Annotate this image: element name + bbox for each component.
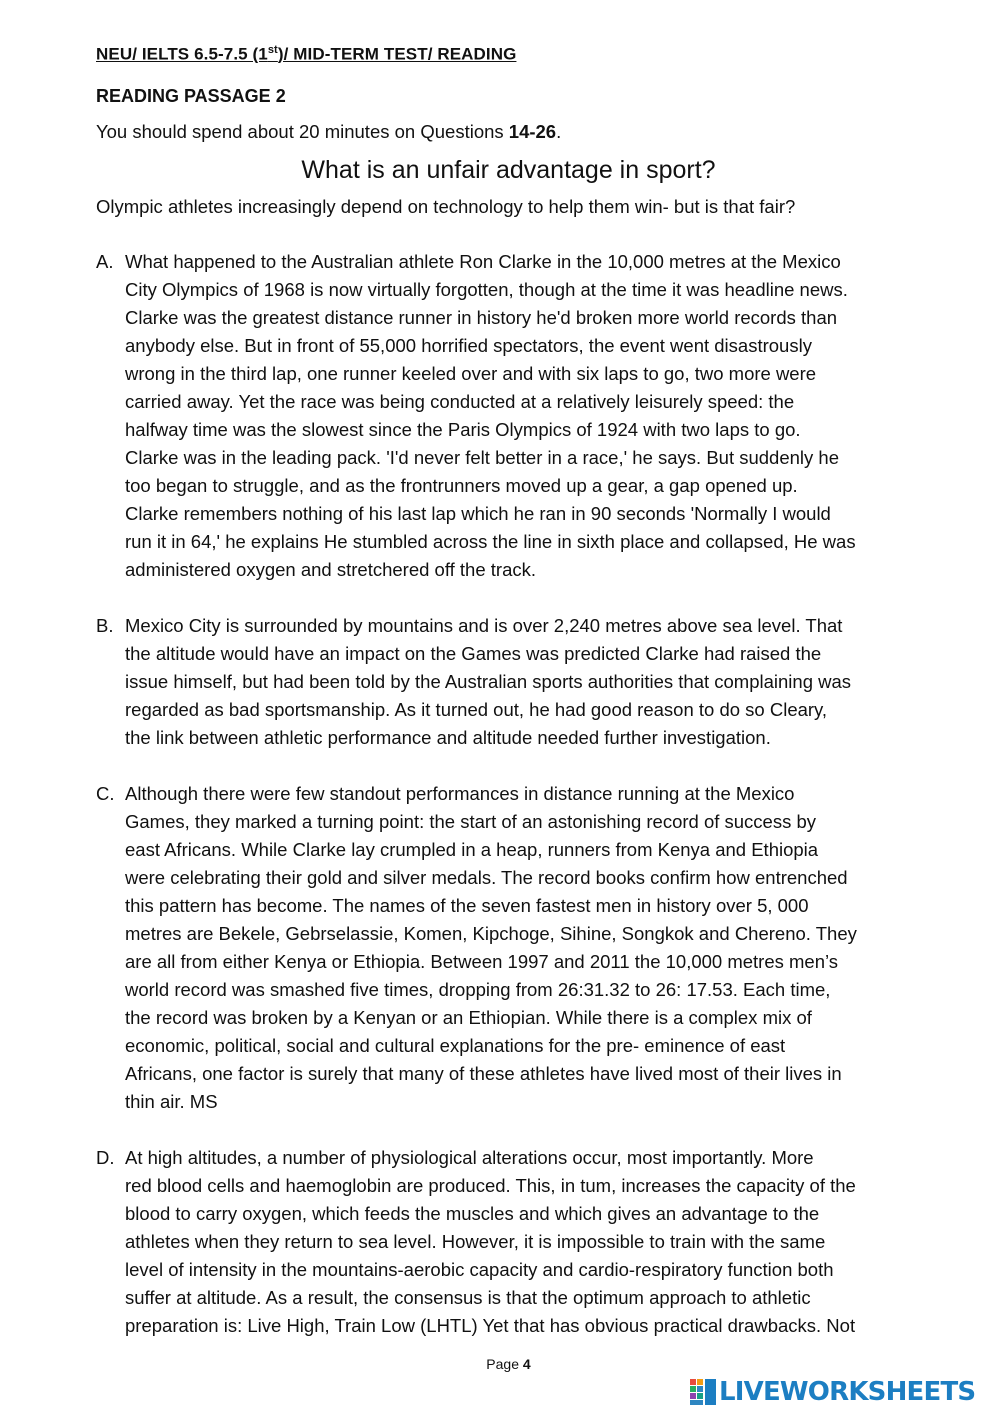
- paragraph-line: the link between athletic performance and altitude needed further investigation.: [125, 727, 771, 748]
- paragraph-line: issue himself, but had been told by the Australian sports authorities that complaining was: [125, 671, 852, 692]
- paragraph-body: [125, 780, 932, 1116]
- paragraph-line: red blood cells and haemoglobin are produced. This, in tum, increases the capacity of the: [125, 1175, 856, 1196]
- liveworksheets-logo-icon: [690, 1379, 716, 1405]
- paragraph-line: Clarke remembers nothing of his last lap which he ran in 90 seconds 'Normally I would: [125, 503, 831, 524]
- paragraph-line: wrong in the third lap, one runner keeled over and with six laps to go, two more were: [125, 363, 817, 384]
- paragraph-letter: C.: [96, 783, 115, 804]
- paragraph-line: thin air. MS: [125, 1091, 218, 1112]
- paragraph-line: regarded as bad sportsmanship. As it turned out, he had good reason to do so Cleary,: [125, 699, 828, 720]
- paragraph-letter: B.: [96, 615, 114, 636]
- paragraph-line: Games, they marked a turning point: the start of an astonishing record of success by: [125, 811, 817, 832]
- liveworksheets-wordmark: LIVEWORKSHEETS: [719, 1377, 976, 1407]
- paragraph-a: [96, 248, 932, 584]
- paragraph-line: too began to struggle, and as the frontrunners moved up a gear, a gap opened up.: [125, 475, 798, 496]
- paragraph-body: [125, 248, 932, 584]
- instruction-text: You should spend about 20 minutes on Questions 14-26.: [96, 121, 562, 142]
- paragraph-line: the record was broken by a Kenyan or an Ethiopian. While there is a complex mix of: [125, 1007, 812, 1028]
- paragraph-line: At high altitudes, a number of physiological alterations occur, most importantly. More: [125, 1147, 814, 1168]
- paragraph-line: Although there were few standout performances in distance running at the Mexico: [125, 783, 795, 804]
- paragraph-line: economic, political, social and cultural explanations for the pre- eminence of east: [125, 1035, 786, 1056]
- paragraph-line: blood to carry oxygen, which feeds the muscles and which gives an advantage to the: [125, 1203, 820, 1224]
- paragraph-line: level of intensity in the mountains-aerobic capacity and cardio-respiratory function both: [125, 1259, 834, 1280]
- paragraph-letter: A.: [96, 251, 114, 272]
- paragraph-line: were celebrating their gold and silver medals. The record books confirm how entrenched: [125, 867, 848, 888]
- paragraph-line: metres are Bekele, Gebrselassie, Komen, Kipchoge, Sihine, Songkok and Chereno. They: [125, 923, 857, 944]
- paragraph-line: anybody else. But in front of 55,000 horrified spectators, the event went disastrously: [125, 335, 812, 356]
- paragraph-line: the altitude would have an impact on the Games was predicted Clarke had raised the: [125, 643, 822, 664]
- paragraph-line: Mexico City is surrounded by mountains and is over 2,240 metres above sea level. That: [125, 615, 843, 636]
- paragraph-b: [96, 612, 932, 752]
- paragraph-c: [96, 780, 932, 1116]
- paragraph-line: world record was smashed five times, dropping from 26:31.32 to 26: 17.53. Each time,: [125, 979, 831, 1000]
- passage-heading: READING PASSAGE 2: [96, 86, 286, 106]
- article-title: What is an unfair advantage in sport?: [301, 156, 716, 184]
- paragraph-line: halfway time was the slowest since the Paris Olympics of 1924 with two laps to go.: [125, 419, 801, 440]
- article-subtitle: Olympic athletes increasingly depend on technology to help them win- but is that fair?: [96, 196, 796, 217]
- paragraph-line: are all from either Kenya or Ethiopia. Between 1997 and 2011 the 10,000 metres men’s: [125, 951, 839, 972]
- paragraph-line: east Africans. While Clarke lay crumpled in a heap, runners from Kenya and Ethiopia: [125, 839, 819, 860]
- paragraph-line: What happened to the Australian athlete Ron Clarke in the 10,000 metres at the Mexico: [125, 251, 841, 272]
- paragraph-line: Clarke was in the leading pack. 'I'd never felt better in a race,' he says. But suddenly he: [125, 447, 839, 468]
- paragraph-body: [125, 612, 932, 752]
- paragraph-body: [125, 1144, 932, 1340]
- paragraph-line: this pattern has become. The names of the seven fastest men in history over 5, 000: [125, 895, 809, 916]
- paragraph-line: athletes when they return to sea level. However, it is impossible to train with the same: [125, 1231, 826, 1252]
- paragraph-line: Africans, one factor is surely that many of these athletes have lived most of their lives in: [125, 1063, 842, 1084]
- paragraph-d: [96, 1144, 932, 1340]
- paragraph-line: preparation is: Live High, Train Low (LHTL) Yet that has obvious practical drawbacks. Not: [125, 1315, 856, 1336]
- liveworksheets-logo[interactable]: [690, 1378, 975, 1406]
- paragraph-line: City Olympics of 1968 is now virtually forgotten, though at the time it was headline news.: [125, 279, 848, 300]
- paragraph-line: suffer at altitude. As a result, the consensus is that the optimum approach to athletic: [125, 1287, 811, 1308]
- paragraph-line: administered oxygen and stretchered off the track.: [125, 559, 537, 580]
- paragraph-letter: D.: [96, 1147, 115, 1168]
- paragraph-line: carried away. Yet the race was being conducted at a relatively leisurely speed: the: [125, 391, 795, 412]
- page-footer: Page 4: [486, 1356, 531, 1372]
- paragraph-line: run it in 64,' he explains He stumbled across the line in sixth place and collapsed, He was: [125, 531, 856, 552]
- paragraph-line: Clarke was the greatest distance runner in history he'd broken more world records than: [125, 307, 838, 328]
- test-header: NEU/ IELTS 6.5-7.5 (1st)/ MID-TERM TEST/ READING: [96, 44, 517, 64]
